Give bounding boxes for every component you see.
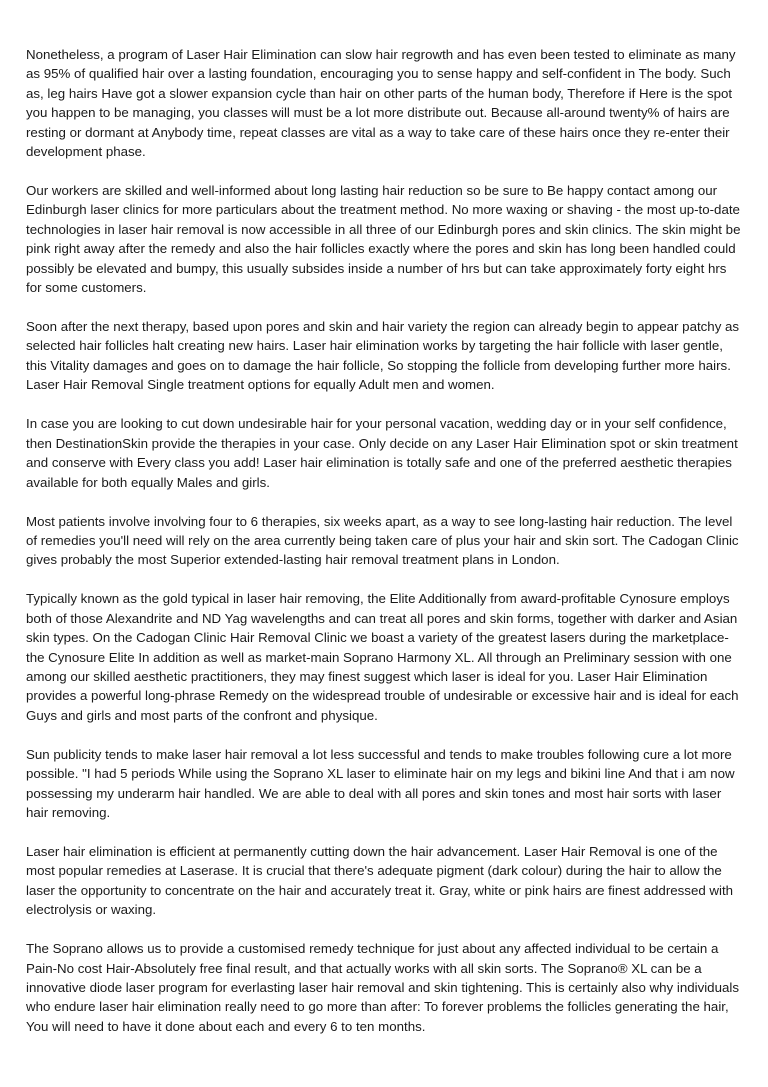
paragraph: Most patients involve involving four to 6 therapies, six weeks apart, as a way to see long-lasting hair reduction. The level of remedies you'll need will rely on the area currently being taken care of plus your hair and skin sort. The Cadogan Clinic gives probably the most Superior extended-lasting hair removal treatment plans in London. bbox=[26, 513, 739, 568]
paragraph: Laser hair elimination is efficient at permanently cutting down the hair advancement. Laser Hair Removal is one of the most popular remedies at Laserase. It is crucial that there's adequate pigment (dark colour) during the hair to allow the laser the opportunity to concentrate on the hair and accurately treat it. Gray, white or pink hairs are finest addressed with electrolysis or waxing. bbox=[26, 843, 734, 918]
paragraph: Our workers are skilled and well-informed about long lasting hair reduction so be sure to Be happy contact among our Edinburgh laser clinics for more particulars about the treatment method. No more waxing or shaving - the most up-to-date technologies in laser hair removal is now accessible in all three of our Edinburgh pores and skin clinics. The skin might be pink right away after the remedy and also the hair follicles exactly where the pores and skin has long been handled could possibly be elevated and bumpy, this usually subsides inside a number of hrs but can take approximately forty eight hrs for some customers. bbox=[26, 183, 741, 296]
paragraph: Sun publicity tends to make laser hair removal a lot less successful and tends to make troubles following cure a lot more possible. "I had 5 periods While using the Soprano XL laser to eliminate hair on my legs and bikini line And that i am now possessing my underarm hair handled. We are able to deal with all pores and skin tones and most hair sorts with laser hair removing. bbox=[26, 746, 735, 820]
paragraph: In case you are looking to cut down undesirable hair for your personal vacation, wedding day or in your self confidence, then DestinationSkin provide the therapies in your case. Only decide on any Laser Hair Elimination spot or skin treatment and conserve with Every class you add! Laser hair elimination is totally safe and one of the preferred aesthetic therapies available for both equally Males and girls. bbox=[26, 416, 738, 490]
paragraph: Typically known as the gold typical in laser hair removing, the Elite Additionally from award-profitable Cynosure employs both of those Alexandrite and ND Yag wavelengths and can treat all pores and skin forms, together with darker and Asian skin types. On the Cadogan Clinic Hair Removal Clinic we boast a variety of the greatest lasers during the marketplace- the Cynosure Elite In addition as well as market-main Soprano Harmony XL. All through an Preliminary session with one among our skilled aesthetic practitioners, they may finest suggest which laser is ideal for you. Laser Hair Elimination provides a powerful long-phrase Remedy on the widespread trouble of undesirable or excessive hair and is ideal for each Guys and girls and most parts of the confront and physique. bbox=[26, 591, 739, 723]
paragraph: Soon after the next therapy, based upon pores and skin and hair variety the region can already begin to appear patchy as selected hair follicles halt creating new hairs. Laser hair elimination works by targeting the hair follicle with laser gentle, this Vitality damages and goes on to damage the hair follicle, So stopping the follicle from developing further more hairs. Laser Hair Removal Single treatment options for equally Adult men and women. bbox=[26, 319, 740, 393]
paragraph: Nonetheless, a program of Laser Hair Elimination can slow hair regrowth and has even been tested to eliminate as many as 95% of qualified hair over a lasting foundation, encouraging you to sense happy and self-confident in The body. Such as, leg hairs Have got a slower expansion cycle than hair on other parts of the human body, Therefore if Here is the spot you happen to be managing, you classes will must be a lot more distribute out. Because all-around twenty% of hairs are resting or dormant at Anybody time, repeat classes are vital as a way to take care of these hairs once they re-enter their development phase. bbox=[26, 47, 736, 160]
paragraph: The Soprano allows us to provide a customised remedy technique for just about any affected individual to be certain a Pain-No cost Hair-Absolutely free final result, and that actually works with all skin sorts. The Soprano® XL can be a innovative diode laser program for everlasting laser hair removal and skin tightening. This is certainly also why individuals who endure laser hair elimination really need to go more than after: To forever problems the follicles generating the hair, You will need to have it done about each and every 6 to ten months. bbox=[26, 941, 739, 1034]
